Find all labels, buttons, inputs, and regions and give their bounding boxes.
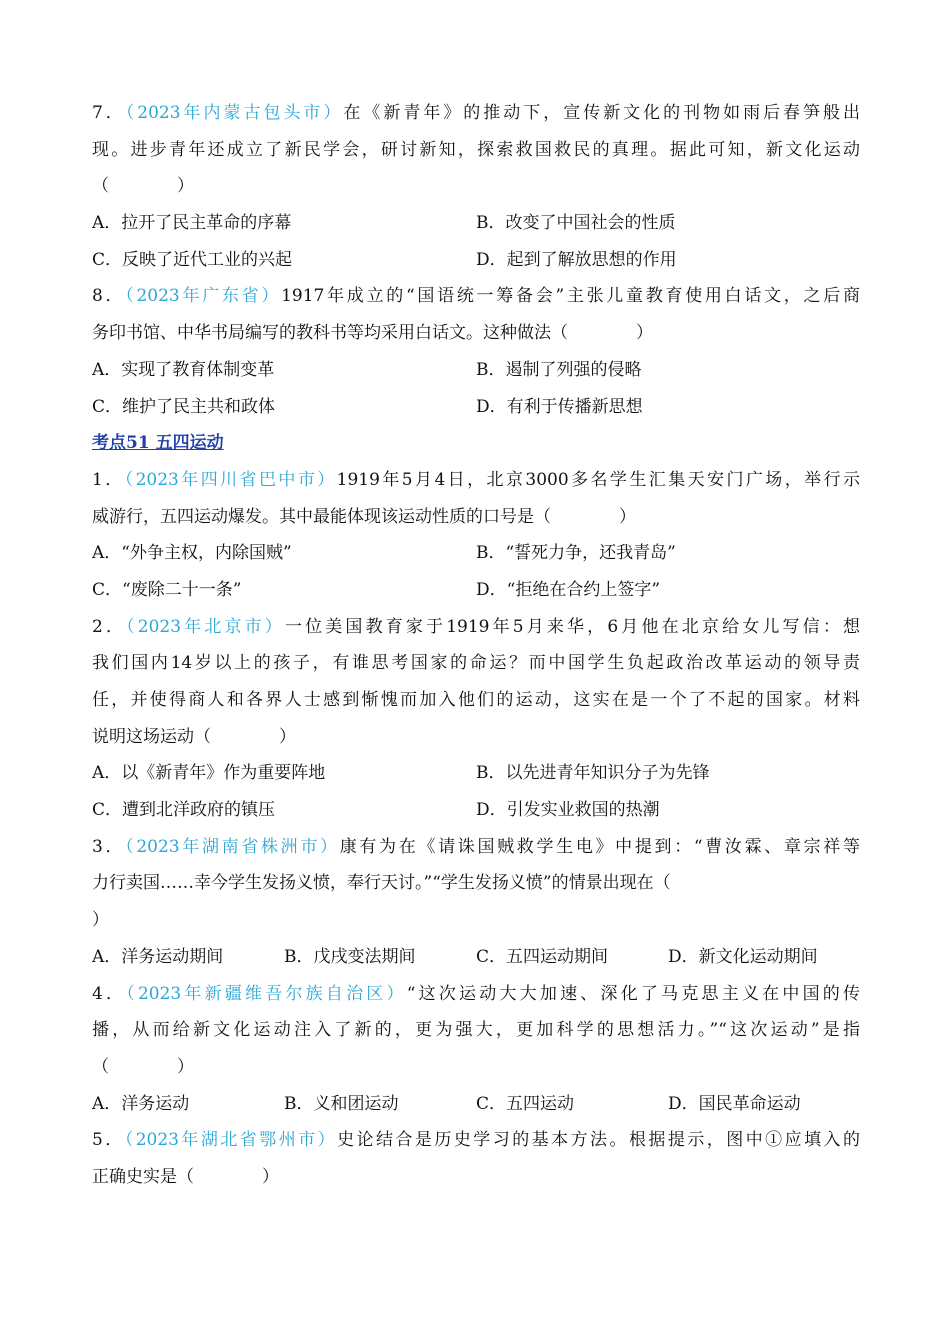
- option-c: C．遭到北洋政府的镇压: [92, 800, 276, 821]
- s-question-2-options-cd: [92, 792, 860, 829]
- question-source: （2023年内蒙古包头市）: [125, 103, 344, 123]
- s-question-5-line-1: [92, 1122, 860, 1159]
- s-question-3-line-2: 力行卖国……幸今学生发扬义愤，奉行天讨。”“学生发扬义愤”的情景出现在（: [92, 873, 671, 894]
- s-question-2-line-3: 任，并使得商人和各界人士感到惭愧而加入他们的运动，这实在是一个了不起的国家。材料: [92, 690, 860, 710]
- option-b: B．“誓死力争，还我青岛”: [476, 543, 676, 564]
- question-7-line-3: （ ）: [92, 176, 194, 197]
- option-a: A．拉开了民主革命的序幕: [92, 213, 292, 234]
- question-text: “这次运动大大加速、深化了马克思主义在中国的传: [406, 983, 860, 1004]
- question-number: 5．: [92, 1130, 125, 1151]
- s-question-4-line-2: 播，从而给新文化运动注入了新的，更为强大，更加科学的思想活力。”“这次运动”是指: [92, 1020, 860, 1041]
- question-8-line-1: [92, 278, 860, 315]
- s-question-1-options-ab: [92, 535, 860, 572]
- question-number: 3．: [92, 836, 126, 857]
- s-question-1-line-1: [92, 462, 860, 499]
- question-number: 4．: [92, 983, 127, 1004]
- question-number: 1．: [92, 469, 125, 490]
- question-source: （2023年四川省巴中市）: [124, 469, 337, 490]
- question-source: （2023年新疆维吾尔族自治区）: [126, 983, 407, 1004]
- option-a: A．洋务运动: [92, 1093, 190, 1114]
- question-7-line-1: [92, 95, 860, 132]
- question-8-options-cd: [92, 389, 860, 426]
- document-page: [92, 95, 860, 1196]
- section-title: 考点51 五四运动: [92, 433, 224, 454]
- option-d: D．“拒绝在合约上签字”: [476, 579, 661, 600]
- question-number: 8．: [92, 286, 126, 307]
- section-heading: [92, 425, 860, 462]
- option-c: C．五四运动: [476, 1093, 575, 1114]
- s-question-1-line-2: 威游行，五四运动爆发。其中最能体现该运动性质的口号是（ ）: [92, 506, 636, 527]
- question-7-options-ab: [92, 205, 860, 242]
- question-source: （2023年湖南省株洲市）: [125, 836, 340, 857]
- s-question-2-line-4: 说明这场运动（ ）: [92, 726, 296, 747]
- option-b: B．遏制了列强的侵略: [476, 359, 642, 380]
- question-8-line-2: 务印书馆、中华书局编写的教科书等均采用白话文。这种做法（ ）: [92, 323, 653, 344]
- option-d: D．有利于传播新思想: [476, 396, 643, 417]
- option-a: A．实现了教育体制变革: [92, 359, 275, 380]
- option-c: C．五四运动期间: [476, 946, 609, 967]
- question-number: 7．: [92, 103, 126, 123]
- question-text: 1917年成立的“国语统一筹备会”主张儿童教育使用白话文，之后商: [281, 286, 860, 307]
- option-d: D．引发实业救国的热潮: [476, 800, 660, 821]
- s-question-3-line-1: [92, 829, 860, 866]
- option-b: B．戊戌变法期间: [284, 946, 416, 967]
- s-question-4-options: [92, 1086, 860, 1123]
- s-question-4-line-1: [92, 976, 860, 1013]
- s-question-3-options: [92, 939, 860, 976]
- question-text: 史论结合是历史学习的基本方法。根据提示，图中①应填入的: [337, 1130, 860, 1151]
- option-b: B．以先进青年知识分子为先锋: [476, 763, 710, 784]
- option-c: C．维护了民主共和政体: [92, 396, 276, 417]
- s-question-5-line-2: 正确史实是（ ）: [92, 1166, 279, 1187]
- question-source: （2023年北京市）: [126, 616, 285, 637]
- question-number: 2．: [92, 616, 127, 637]
- option-a: A．以《新青年》作为重要阵地: [92, 763, 326, 784]
- s-question-2-options-ab: [92, 755, 860, 792]
- question-source: （2023年广东省）: [125, 286, 282, 307]
- question-text: 一位美国教育家于1919年5月来华，6月他在北京给女儿写信：想: [284, 616, 860, 637]
- question-text: 1919年5月4日，北京3000多名学生汇集天安门广场，举行示: [336, 469, 860, 490]
- option-a: A．“外争主权，内除国贼”: [92, 543, 292, 564]
- option-d: D．新文化运动期间: [668, 946, 818, 967]
- s-question-1-options-cd: [92, 572, 860, 609]
- question-source: （2023年湖北省鄂州市）: [124, 1130, 338, 1151]
- question-7-options-cd: [92, 242, 860, 279]
- option-b: B．义和团运动: [284, 1093, 399, 1114]
- question-text: 康有为在《请诛国贼救学生电》中提到：“曹汝霖、章宗祥等: [339, 836, 860, 857]
- question-7-line-2: 现。进步青年还成立了新民学会，研讨新知，探索救国救民的真理。据此可知，新文化运动: [92, 139, 860, 160]
- s-question-3-line-3: ）: [92, 910, 109, 931]
- question-text: 在《新青年》的推动下，宣传新文化的刊物如雨后春笋般出: [343, 103, 860, 123]
- s-question-2-line-1: [92, 609, 860, 646]
- option-b: B．改变了中国社会的性质: [476, 213, 676, 234]
- s-question-4-line-3: （ ）: [92, 1056, 194, 1077]
- question-8-options-ab: [92, 352, 860, 389]
- s-question-2-line-2: 我们国内14岁以上的孩子，有谁思考国家的命运？而中国学生负起政治改革运动的领导责: [92, 653, 860, 674]
- option-a: A．洋务运动期间: [92, 946, 224, 967]
- option-d: D．起到了解放思想的作用: [476, 249, 677, 270]
- option-c: C．反映了近代工业的兴起: [92, 249, 293, 270]
- option-d: D．国民革命运动: [668, 1093, 801, 1114]
- option-c: C．“废除二十一条”: [92, 579, 242, 600]
